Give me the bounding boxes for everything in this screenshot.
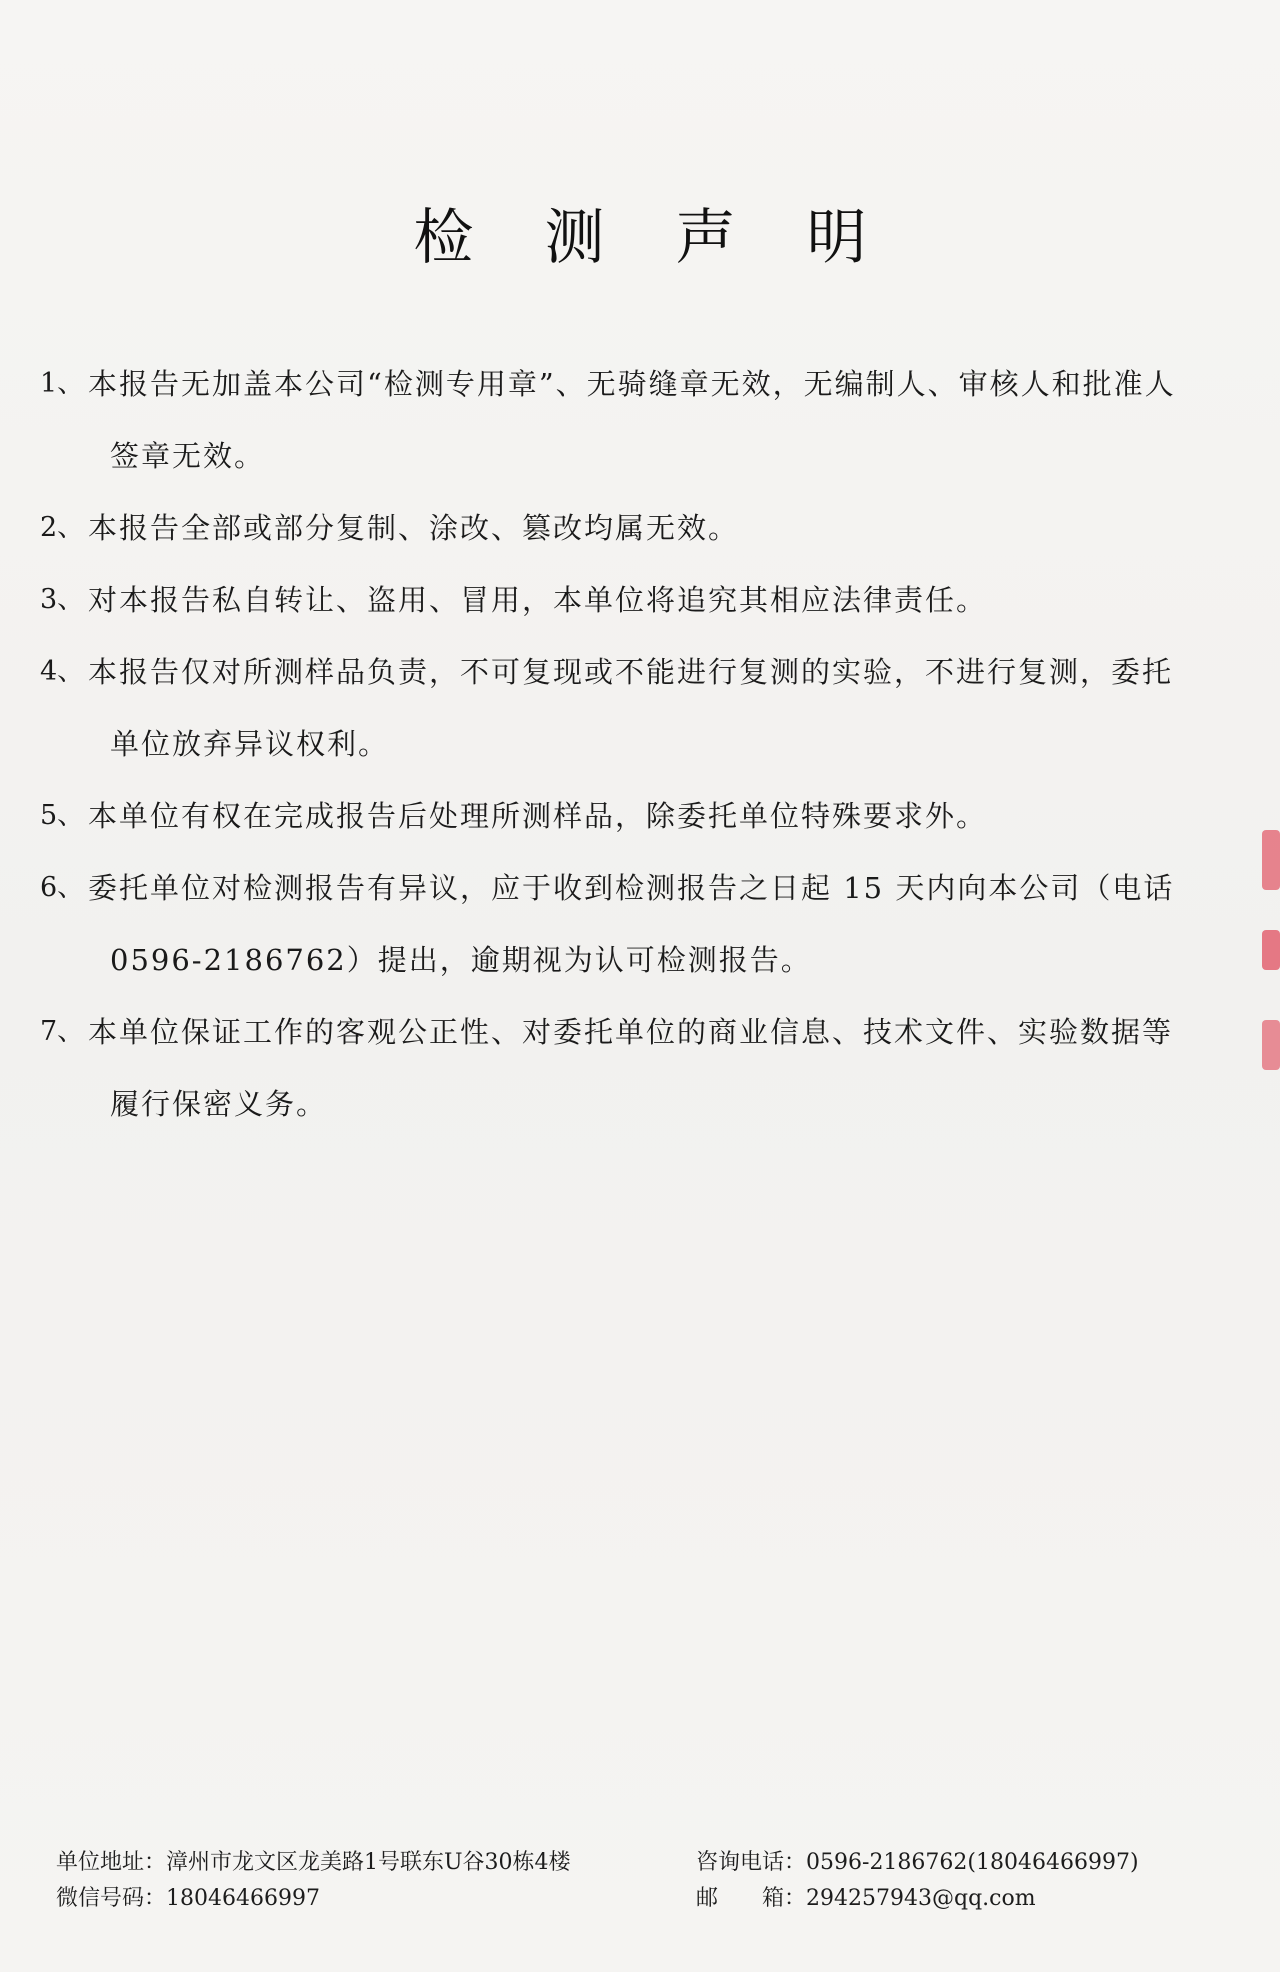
item-number: 4、 <box>40 656 85 687</box>
item-number: 5、 <box>40 800 85 831</box>
list-item <box>40 492 1230 564</box>
item-line: 单位放弃异议权利。 <box>110 727 390 761</box>
email <box>696 1881 1036 1917</box>
footer-contact <box>56 1845 1236 1917</box>
item-line: 本报告仅对所测样品负责，不可复现或不能进行复测的实验，不进行复测，委托 <box>88 655 1174 689</box>
address <box>56 1845 696 1881</box>
item-line: 履行保密义务。 <box>110 1087 328 1121</box>
item-line: 本单位有权在完成报告后处理所测样品，除委托单位特殊要求外。 <box>88 799 988 833</box>
item-text <box>88 564 1230 636</box>
item-text <box>88 348 1230 492</box>
phone-label: 咨询电话： <box>696 1850 807 1875</box>
item-number: 3、 <box>40 584 85 615</box>
wechat-label: 微信号码： <box>56 1886 167 1911</box>
email-label: 邮 箱： <box>696 1886 807 1911</box>
item-text <box>88 780 1230 852</box>
statement-list <box>40 348 1230 1140</box>
list-item <box>40 636 1230 780</box>
seal-stamp-fragment <box>1262 830 1280 890</box>
item-text <box>88 636 1230 780</box>
item-line: 0596-2186762）提出，逾期视为认可检测报告。 <box>110 943 812 977</box>
item-line: 本报告全部或部分复制、涂改、篡改均属无效。 <box>88 511 740 545</box>
item-number: 6、 <box>40 872 85 903</box>
page-title: 检 测 声 明 <box>413 203 893 273</box>
item-line: 委托单位对检测报告有异议，应于收到检测报告之日起 15 天内向本公司（电话 <box>88 871 1175 905</box>
item-number: 7、 <box>40 1016 85 1047</box>
wechat-value: 18046466997 <box>166 1886 320 1911</box>
list-item <box>40 564 1230 636</box>
address-label: 单位地址： <box>56 1850 167 1875</box>
item-number: 1、 <box>40 368 85 399</box>
wechat <box>56 1881 696 1917</box>
item-line: 对本报告私自转让、盗用、冒用，本单位将追究其相应法律责任。 <box>88 583 988 617</box>
item-line: 本单位保证工作的客观公正性、对委托单位的商业信息、技术文件、实验数据等 <box>88 1015 1174 1049</box>
item-text <box>88 492 1230 564</box>
footer-row <box>56 1881 1236 1917</box>
address-value: 漳州市龙文区龙美路1号联东U谷30栋4楼 <box>166 1850 571 1875</box>
footer-row <box>56 1845 1236 1881</box>
phone-value: 0596-2186762(18046466997) <box>806 1850 1139 1875</box>
item-text <box>88 996 1230 1140</box>
item-line: 本报告无加盖本公司“检测专用章”、无骑缝章无效，无编制人、审核人和批准人 <box>88 367 1176 401</box>
seal-stamp-fragment <box>1262 1020 1280 1070</box>
list-item <box>40 780 1230 852</box>
email-value: 294257943@qq.com <box>806 1886 1036 1911</box>
item-line: 签章无效。 <box>110 439 266 473</box>
list-item <box>40 348 1230 492</box>
item-number: 2、 <box>40 512 85 543</box>
item-text <box>88 852 1230 996</box>
phone <box>696 1845 1139 1881</box>
list-item <box>40 852 1230 996</box>
seal-stamp-fragment <box>1262 930 1280 970</box>
list-item <box>40 996 1230 1140</box>
